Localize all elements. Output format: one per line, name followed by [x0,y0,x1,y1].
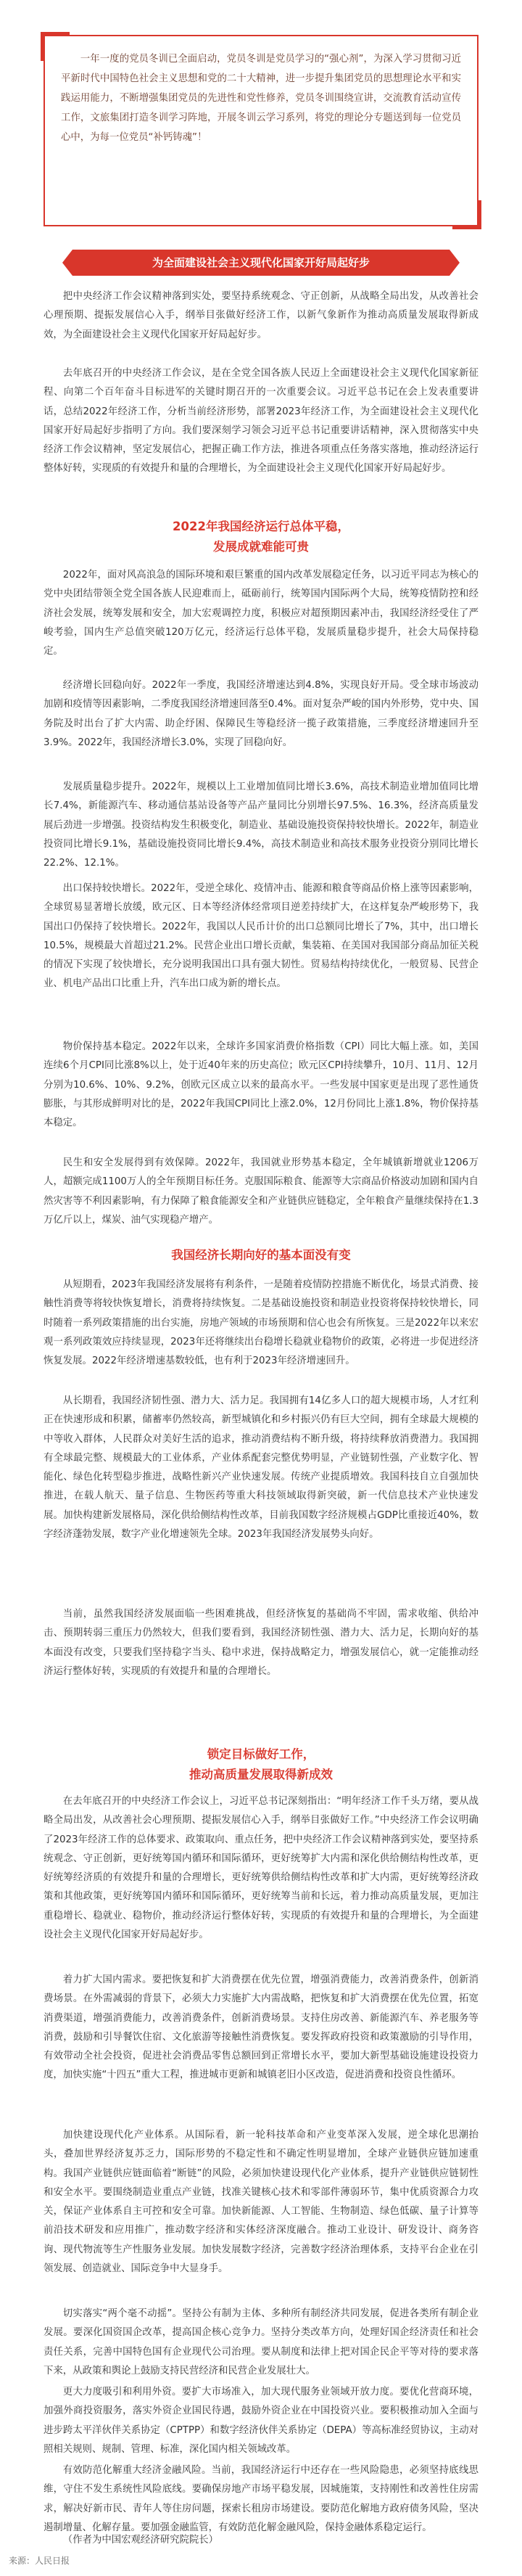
paragraph: 当前，虽然我国经济发展面临一些困难挑战，但经济恢复的基础尚不牢固，需求收缩、供给冲击、预期转弱三重压力仍然较大，但我们要看到，我国经济韧性强、潜力大、活力足，长期向好的基本面没有改变，只要我们坚持稳字当头、稳中求进，保持战略定力，增强发展信心，就一定能推动经济运行整体好转，实现质的有效提升和量的合理增长。 [44,1609,478,1677]
paragraph: 民生和安全发展得到有效保障。2022年，我国就业形势基本稳定，全年城镇新增就业1206万人，超额完成1100万人的全年预期目标任务。克服国际粮食、能源等大宗商品价格波动加剧和国内自然灾害等不利因素影响，有力保障了粮食能源安全和产业链供应链稳定，全年粮食产量继续保持在1.3万亿斤以上，煤炭、油气实现稳产增产。 [44,1157,478,1226]
subheading [44,517,478,557]
paragraph: 着力扩大国内需求。要把恢复和扩大消费摆在优先位置，增强消费能力，改善消费条件，创新消费场景。在外需减弱的背景下，必须大力实施扩大内需战略，把恢复和扩大消费摆在优先位置，拓宽消费渠道，增强消费能力，改善消费条件，创新消费场景。支持住房改善、新能源汽车、养老服务等消费，鼓励和引导餐饮住宿、文化旅游等接触性消费恢复。要发挥政府投资和政策激励的引导作用，有效带动全社会投资，促进社会消费品零售总额回到正常增长水平，要加大新型基础设施建设投资力度，加快实施“十四五”重大工程，推进城市更新和城镇老旧小区改造，促进消费和投资良性循环。 [44,1974,478,2081]
paragraph: 发展质量稳步提升。2022年，规模以上工业增加值同比增长3.6%，高技术制造业增加值同比增长7.4%，新能源汽车、移动通信基站设备等产品产量同比分别增长97.5%、16.3%，经济高质量发展后劲进一步增强。投资结构发生积极变化，制造业、基础设施投资保持较快增长。2022年，制造业投资同比增长9.1%，基础设施投资同比增长9.4%，高技术制造业和高技术服务业投资分别同比增长22.2%、12.1%。 [44,782,478,869]
paragraph: 切实落实“两个毫不动摇”。坚持公有制为主体、多种所有制经济共同发展，促进各类所有制企业发展。要深化国资国企改革，提高国企核心竞争力。坚持分类改革方向，处理好国企经济责任和社会责任关系，完善中国特色国有企业现代公司治理。要从制度和法律上把对国企民企平等对待的要求落下来，从政策和舆论上鼓励支持民营经济和民营企业发展壮大。 [44,2308,478,2376]
paragraph: 更大力度吸引和利用外资。要扩大市场准入，加大现代服务业领域开放力度。要优化营商环境，加强外商投资服务，落实外资企业国民待遇，鼓励外资企业在中国投资兴业。要积极推动加入全面与进步跨太平洋伙伴关系协定（CPTPP）和数字经济伙伴关系协定（DEPA）等高标准经贸协议，主动对照相关规则、规制、管理、标准，深化国内相关领域改革。 [44,2387,478,2455]
subheading-line: 2022年我国经济运行总体平稳， [173,520,349,533]
subheading-line: 我国经济长期向好的基本面没有变 [171,1248,351,1262]
paragraph: 出口保持较快增长。2022年，受逆全球化、疫情冲击、能源和粮食等商品价格上涨等因素影响，全球贸易显著增长放缓，欧元区、日本等经济体经常项目逆差持续扩大，在这样复杂严峻形势下，我国出口仍保持了较快增长。2022年，我国以人民币计价的出口总额同比增长了7%，其中，出口增长10.5%，规模最大首超过21.2%。民营企业出口增长贡献，集装箱、在美国对我国部分商品加征关税的情况下实现了较快增长，充分说明我国出口具有强大韧性。贸易结构持续优化，一般贸易、民营企业、机电产品出口比重上升，汽车出口成为新的增长点。 [44,883,478,990]
intro-text: 一年一度的党员冬训已全面启动，党员冬训是党员学习的“强心剂”，为深入学习贯彻习近平新时代中国特色社会主义思想和党的二十大精神，进一步提升集团党员的思想理论水平和实践运用能力，不断增强集团党员的先进性和党性修养，党员冬训围绕宣讲，交流教育活动宣传工作，文旅集团打造冬训学习阵地，开展冬训云学习系列，将党的理论分专题送到每一位党员心中，为每一位党员“补钙铸魂”！ [61,54,461,143]
paragraph: 去年底召开的中央经济工作会议，是在全党全国各族人民迈上全面建设社会主义现代化国家新征程、向第二个百年奋斗目标进军的关键时期召开的一次重要会议。习近平总书记在会上发表重要讲话，总结2022年经济工作，分析当前经济形势，部署2023年经济工作，为全面建设社会主义现代化国家开好局起好步指明了方向。我们要深刻学习领会习近平总书记重要讲话精神，深入贯彻落实中央经济工作会议精神，坚定发展信心，把握正确工作方法，推进各项重点任务落实落地，推动经济运行整体好转，实现质的有效提升和量的合理增长，为全面建设社会主义现代化国家开好局起好步。 [44,368,478,475]
paragraph: 加快建设现代化产业体系。从国际看，新一轮科技革命和产业变革深入发展，逆全球化思潮抬头，叠加世界经济复苏乏力，国际形势的不稳定性和不确定性明显增加，全球产业链供应链加速重构。我国产业链供应链面临着“断链”的风险，必须加快建设现代化产业体系，提升产业链供应链韧性和安全水平。要围绕制造业重点产业链，找准关键核心技术和零部件薄弱环节，集中优质资源合力攻关，保证产业体系自主可控和安全可靠。加快新能源、人工智能、生物制造、绿色低碳、量子计算等前沿技术研发和应用推广，推动数字经济和实体经济深度融合。推动工业设计、研发设计、商务咨询、现代物流等生产性服务业发展。加快发展数字经济，完善数字经济治理体系，支持平台企业在引领发展、创造就业、国际竞争中大显身手。 [44,2130,478,2275]
intro-box [44,35,478,226]
subheading-line: 推动高质量发展取得新成效 [189,1768,333,1781]
paragraph: 在去年底召开的中央经济工作会议上，习近平总书记深刻指出：“明年经济工作千头万绪，要从战略全局出发，从改善社会心理预期、提振发展信心入手，纲举目张做好工作。”中央经济工作会议明确了2023年经济工作的总体要求、政策取向、重点任务，把中央经济工作会议精神落到实处，要坚持系统观念、守正创新，更好统筹国内循环和国际循环，更好统筹扩大内需和深化供给侧结构性改革，更好统筹经济质的有效提升和量的合理增长，更好统筹供给侧结构性改革和扩大内需，更好统筹经济政策和其他政策，更好统筹国内循环和国际循环，更好统筹当前和长远，着力推动高质量发展，更加注重稳增长、稳就业、稳物价，推动经济运行整体好转，实现质的有效提升和量的合理增长，为全面建设社会主义现代化国家开好局起好步。 [44,1796,478,1941]
paragraph: 从短期看，2023年我国经济发展将有利条件，一是随着疫情防控措施不断优化，场景式消费、接触性消费等将较快恢复增长，消费将持续恢复。二是基础设施投资和制造业投资将保持较快增长，同时随着一系列政策措施的出台实施，房地产领域的市场预期和信心也会有所恢复。三是2022年以来宏观一系列政策效应持续显现，2023年还将继续出台稳增长稳就业稳物价的政策，必将进一步促进经济恢复发展。2022年经济增速基数较低，也有利于2023年经济增速回升。 [44,1279,478,1367]
paragraph: 把中央经济工作会议精神落到实处，要坚持系统观念、守正创新，从战略全局出发，从改善社会心理预期、提振发展信心入手，纲举目张做好经济工作，以新气象新作为推动高质量发展取得新成效，为全面建设社会主义现代化国家开好局起好步。 [44,291,478,340]
paragraph: 2022年，面对风高浪急的国际环境和艰巨繁重的国内改革发展稳定任务，以习近平同志为核心的党中央团结带领全党全国各族人民迎难而上，砥砺前行，统筹国内国际两个大局，统筹疫情防控和经济社会发展，统筹发展和安全，加大宏观调控力度，积极应对超预期因素冲击，我国经济经受住了严峻考验，国内生产总值突破120万亿元，经济运行总体平稳，发展质量稳步提升，社会大局保持稳定。 [44,570,478,657]
corner-decoration [452,200,481,229]
subheading [44,1744,478,1785]
subheading-line: 发展成就难能可贵 [213,540,309,554]
paragraph: 有效防范化解重大经济金融风险。当前，我国经济运行中还存在一些风险隐患，必须坚持底线思维，守住不发生系统性风险底线。要确保房地产市场平稳发展，因城施策，支持刚性和改善性住房需求，解决好新市民、青年人等住房问题，探索长租房市场建设。要防范化解地方政府债务风险，坚决遏制增量、化解存量。要加强金融监管，有效防范化解金融风险，保持金融体系稳定运行。 [44,2465,478,2533]
source-credit: 来源：人民日报 [9,2556,70,2566]
subheading [44,1245,478,1266]
section-banner: 为全面建设社会主义现代化国家开好局起好步 [72,250,450,276]
paragraph: 经济增长回稳向好。2022年一季度，我国经济增速达到4.8%，实现良好开局。受全球市场波动加剧和疫情等因素影响，二季度我国经济增速回落至0.4%。面对复杂严峻的国内外形势，党中央、国务院及时出台了扩大内需、助企纾困、保障民生等稳经济一揽子政策措施，三季度经济增速回升至3.9%。2022年，我国经济增长3.0%，实现了回稳向好。 [44,680,478,748]
subheading-line: 锁定目标做好工作， [207,1747,315,1761]
paragraph: 物价保持基本稳定。2022年以来，全球许多国家消费价格指数（CPI）同比大幅上涨。如，美国连续6个月CPI同比涨8%以上，处于近40年来的历史高位；欧元区CPI持续攀升，10月、11月、12月分别为10.6%、10%、9.2%，创欧元区成立以来的最高水平。一些发展中国家更是出现了恶性通货膨胀，与其形成鲜明对比的是，2022年我国CPI同比上涨2.0%，12月份同比上涨1.8%，物价保持基本稳定。 [44,1041,478,1129]
paragraph: 从长期看，我国经济韧性强、潜力大、活力足。我国拥有14亿多人口的超大规模市场，人才红利正在快速形成和积累，储蓄率仍然较高，新型城镇化和乡村振兴仍有巨大空间，拥有全球最大规模的中等收入群体，人民群众对美好生活的追求，推动消费结构不断升级，将持续释放消费潜力。我国拥有全球最完整、规模最大的工业体系，产业体系配套完整优势明显，产业链韧性强，产业数字化、智能化、绿色化转型稳步推进，战略性新兴产业快速发展。传统产业提质增效。我国科技自立自强加快推进，在载人航天、量子信息、生物医药等重大科技领域取得新突破，新一代信息技术产业快速发展。加快构建新发展格局，深化供给侧结构性改革，目前我国数字经济规模占GDP比重接近40%，数字经济蓬勃发展，数字产业化增速领先全球。2023年我国经济发展势头向好。 [44,1395,478,1541]
author-note: （作者为中国宏观经济研究院院长） [62,2535,219,2546]
